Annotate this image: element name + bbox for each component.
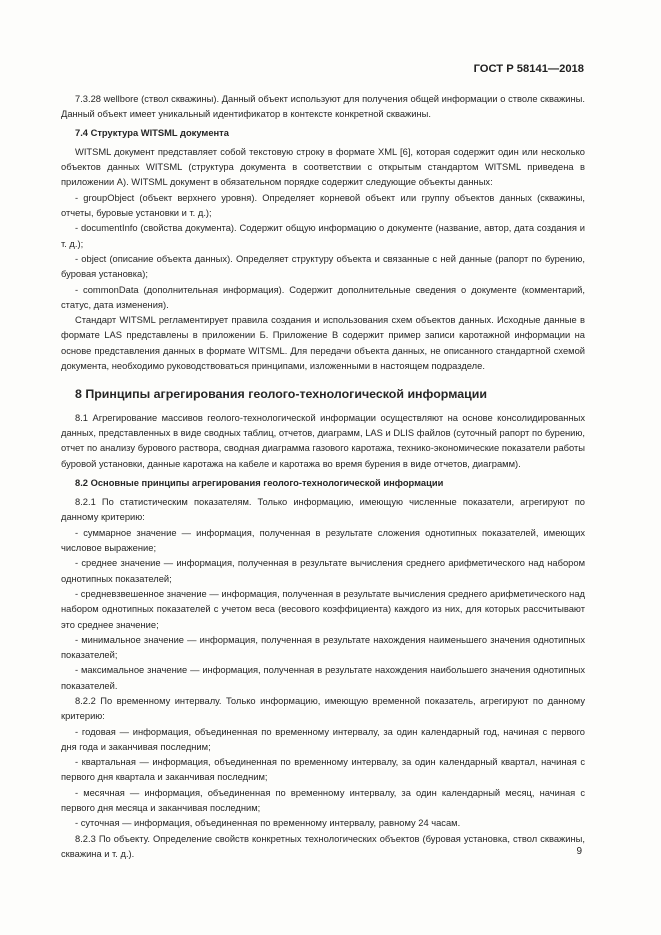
list-item-commondata: - commonData (дополнительная информация). Содержит дополнительные сведения о документе (комментарий, статус, дата изменения). bbox=[61, 284, 585, 310]
paragraph-witsml-standard: Стандарт WITSML регламентирует правила создания и использования схем объектов данных. Исходные данные в формате LAS представлены в приложении Б. Приложение В содержит пример записи каротажной информации на основе представления данных в формате WITSML. Для передачи объекта данных, не описанного стандартной схемой документа, необходимо руководствоваться принципами, изложенными в настоящем подразделе. bbox=[61, 315, 585, 372]
section-heading-7-4: 7.4 Структура WITSML документа bbox=[75, 127, 229, 138]
list-item-quarterly: - квартальная — информация, объединенная по временному интервалу, за один календарный квартал, начиная с первого дня квартала и заканчивая последним; bbox=[61, 757, 585, 783]
clause-8-2-3: 8.2.3 По объекту. Определение свойств конкретных технологических объектов (буровая установка, ствол скважины, скважина и т. д.). bbox=[61, 833, 585, 859]
section-heading-8: 8 Принципы агрегирования геолого-технологической информации bbox=[75, 387, 487, 402]
list-item-yearly: - годовая — информация, объединенная по временному интервалу, за один календарный год, начиная с первого дня года и заканчивая последним; bbox=[61, 726, 585, 752]
list-item-documentinfo: - documentInfo (свойства документа). Содержит общую информацию о документе (название, автор, дата создания и т. д.); bbox=[61, 223, 585, 249]
list-item-monthly: - месячная — информация, объединенная по временному интервалу, за один календарный месяц, начиная с первого дня месяца и заканчивая последним; bbox=[61, 787, 585, 814]
clause-8-2-1: 8.2.1 По статистическим показателям. Только информацию, имеющую численные показатели, агрегируют по данному критерию: bbox=[61, 497, 585, 523]
clause-8-2-2: 8.2.2 По временному интервалу. Только информацию, имеющую временной показатель, агрегируют по данному критерию: bbox=[61, 695, 585, 722]
list-item-maximum: - максимальное значение — информация, полученная в результате нахождения наибольшего значения однотипных показателей. bbox=[61, 665, 585, 691]
list-item-minimum: - минимальное значение — информация, полученная в результате нахождения наименьшего значения однотипных показателей; bbox=[61, 634, 585, 661]
list-item-average: - среднее значение — информация, полученная в результате вычисления среднего арифметического над набором однотипных показателей; bbox=[61, 558, 585, 584]
list-item-object: - object (описание объекта данных). Определяет структуру объекта и связанные с ней данные (рапорт по бурению, буровая установка); bbox=[61, 253, 585, 280]
document-body bbox=[61, 92, 585, 862]
list-item-sum: - суммарное значение — информация, полученная в результате сложения однотипных показателей, имеющих числовое выражение; bbox=[61, 527, 585, 554]
clause-7-3-28: 7.3.28 wellbore (ствол скважины). Данный объект используют для получения общей информации о стволе скважины. Данный объект имеет уникальный идентификатор в контексте конкретной скважины. bbox=[61, 94, 585, 120]
paragraph-witsml-intro: WITSML документ представляет собой текстовую строку в формате XML [6], которая содержит один или несколько объектов данных WITSML (структура документа в соответствии с открытым стандартом WITSML приведена в приложении А). WITSML документ в обязательном порядке содержит следующие объекты данных: bbox=[61, 146, 585, 188]
section-heading-8-2: 8.2 Основные принципы агрегирования геолого-технологической информации bbox=[75, 477, 444, 488]
clause-8-1: 8.1 Агрегирование массивов геолого-технологической информации осуществляют на основе консолидированных данных, представленных в виде сводных таблиц, отчетов, диаграмм, LAS и DLIS файлов (суточный рапорт по бурению, отчет по анализу бурового раствора, сводная диаграмма газового каротажа, технико-экономические показатели работы буровой установки, данные каротажа на кабеле и каротажа во время бурения в виде отчетов, диаграмм). bbox=[61, 412, 585, 469]
page-number: 9 bbox=[576, 846, 582, 857]
list-item-groupobject: - groupObject (объект верхнего уровня). Определяет корневой объект или группу объектов данных (скважины, отчеты, буровые установки и т. д.); bbox=[61, 192, 585, 219]
list-item-daily: - суточная — информация, объединенная по временному интервалу, равному 24 часам. bbox=[75, 818, 461, 829]
document-code: ГОСТ Р 58141—2018 bbox=[473, 63, 584, 75]
list-item-weighted-average: - средневзвешенное значение — информация, полученная в результате вычисления среднего арифметического над набором однотипных показателей с учетом веса (весового коэффициента) каждого из них, для которых рассчитывают это среднее значение; bbox=[61, 588, 585, 630]
